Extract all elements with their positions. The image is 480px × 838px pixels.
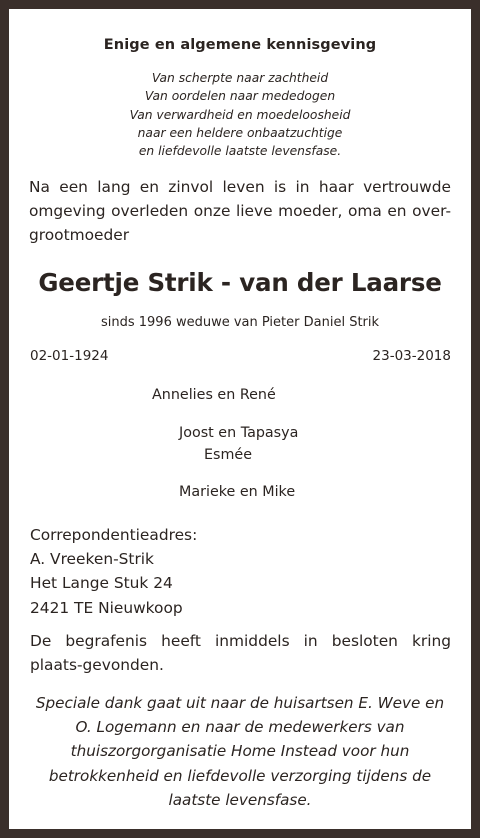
correspondence-address: [30, 523, 197, 620]
poem-line: en liefdevolle laatste levensfase.: [138, 144, 342, 159]
thanks-line: thuiszorgorganisatie Home Instead voor hun: [70, 742, 410, 761]
widow-note: sinds 1996 weduwe van Pieter Daniel Strik: [100, 315, 380, 330]
thanks-line: O. Logemann en naar de medewerkers van: [75, 718, 405, 737]
address-city: 2421 TE Nieuwkoop: [30, 598, 183, 617]
deceased-name: Geertje Strik - van der Laarse: [38, 268, 442, 297]
poem-line: Van scherpte naar zachtheid: [151, 71, 329, 85]
address-heading: Correpondentieadres:: [30, 526, 198, 544]
thanks-line: Speciale dank gaat uit naar de huisartsen E. Weve en: [35, 694, 445, 712]
thanks-line: laatste levensfase.: [168, 790, 312, 809]
announcement-heading: Enige en algemene kennisgeving: [103, 37, 377, 53]
address-street: Het Lange Stuk 24: [30, 574, 173, 593]
birth-date: 02-01-1924: [30, 348, 109, 364]
poem-line: Van oordelen naar mededogen: [144, 89, 336, 104]
family-member: Joost en Tapasya: [179, 425, 299, 441]
poem-line: Van verwardheid en moedeloosheid: [129, 107, 351, 122]
intro-text: Na een lang en zinvol leven is in haar vertrouwde omgeving overleden onze lieve moeder, oma en over-grootmoeder: [29, 178, 451, 244]
thanks-note: [21, 691, 459, 812]
poem: [9, 69, 471, 160]
family-member: Annelies en René: [152, 387, 276, 403]
death-date: 23-03-2018: [372, 348, 451, 364]
funeral-note: De begrafenis heeft inmiddels in besloten kring plaats-gevonden.: [30, 632, 451, 675]
poem-line: naar een heldere onbaatzuchtige: [137, 125, 343, 140]
family-member: Marieke en Mike: [179, 484, 296, 500]
family-member: Esmée: [204, 447, 253, 463]
thanks-line: betrokkenheid en liefdevolle verzorging tijdens de: [48, 766, 432, 785]
address-name: A. Vreeken-Strik: [30, 550, 154, 569]
